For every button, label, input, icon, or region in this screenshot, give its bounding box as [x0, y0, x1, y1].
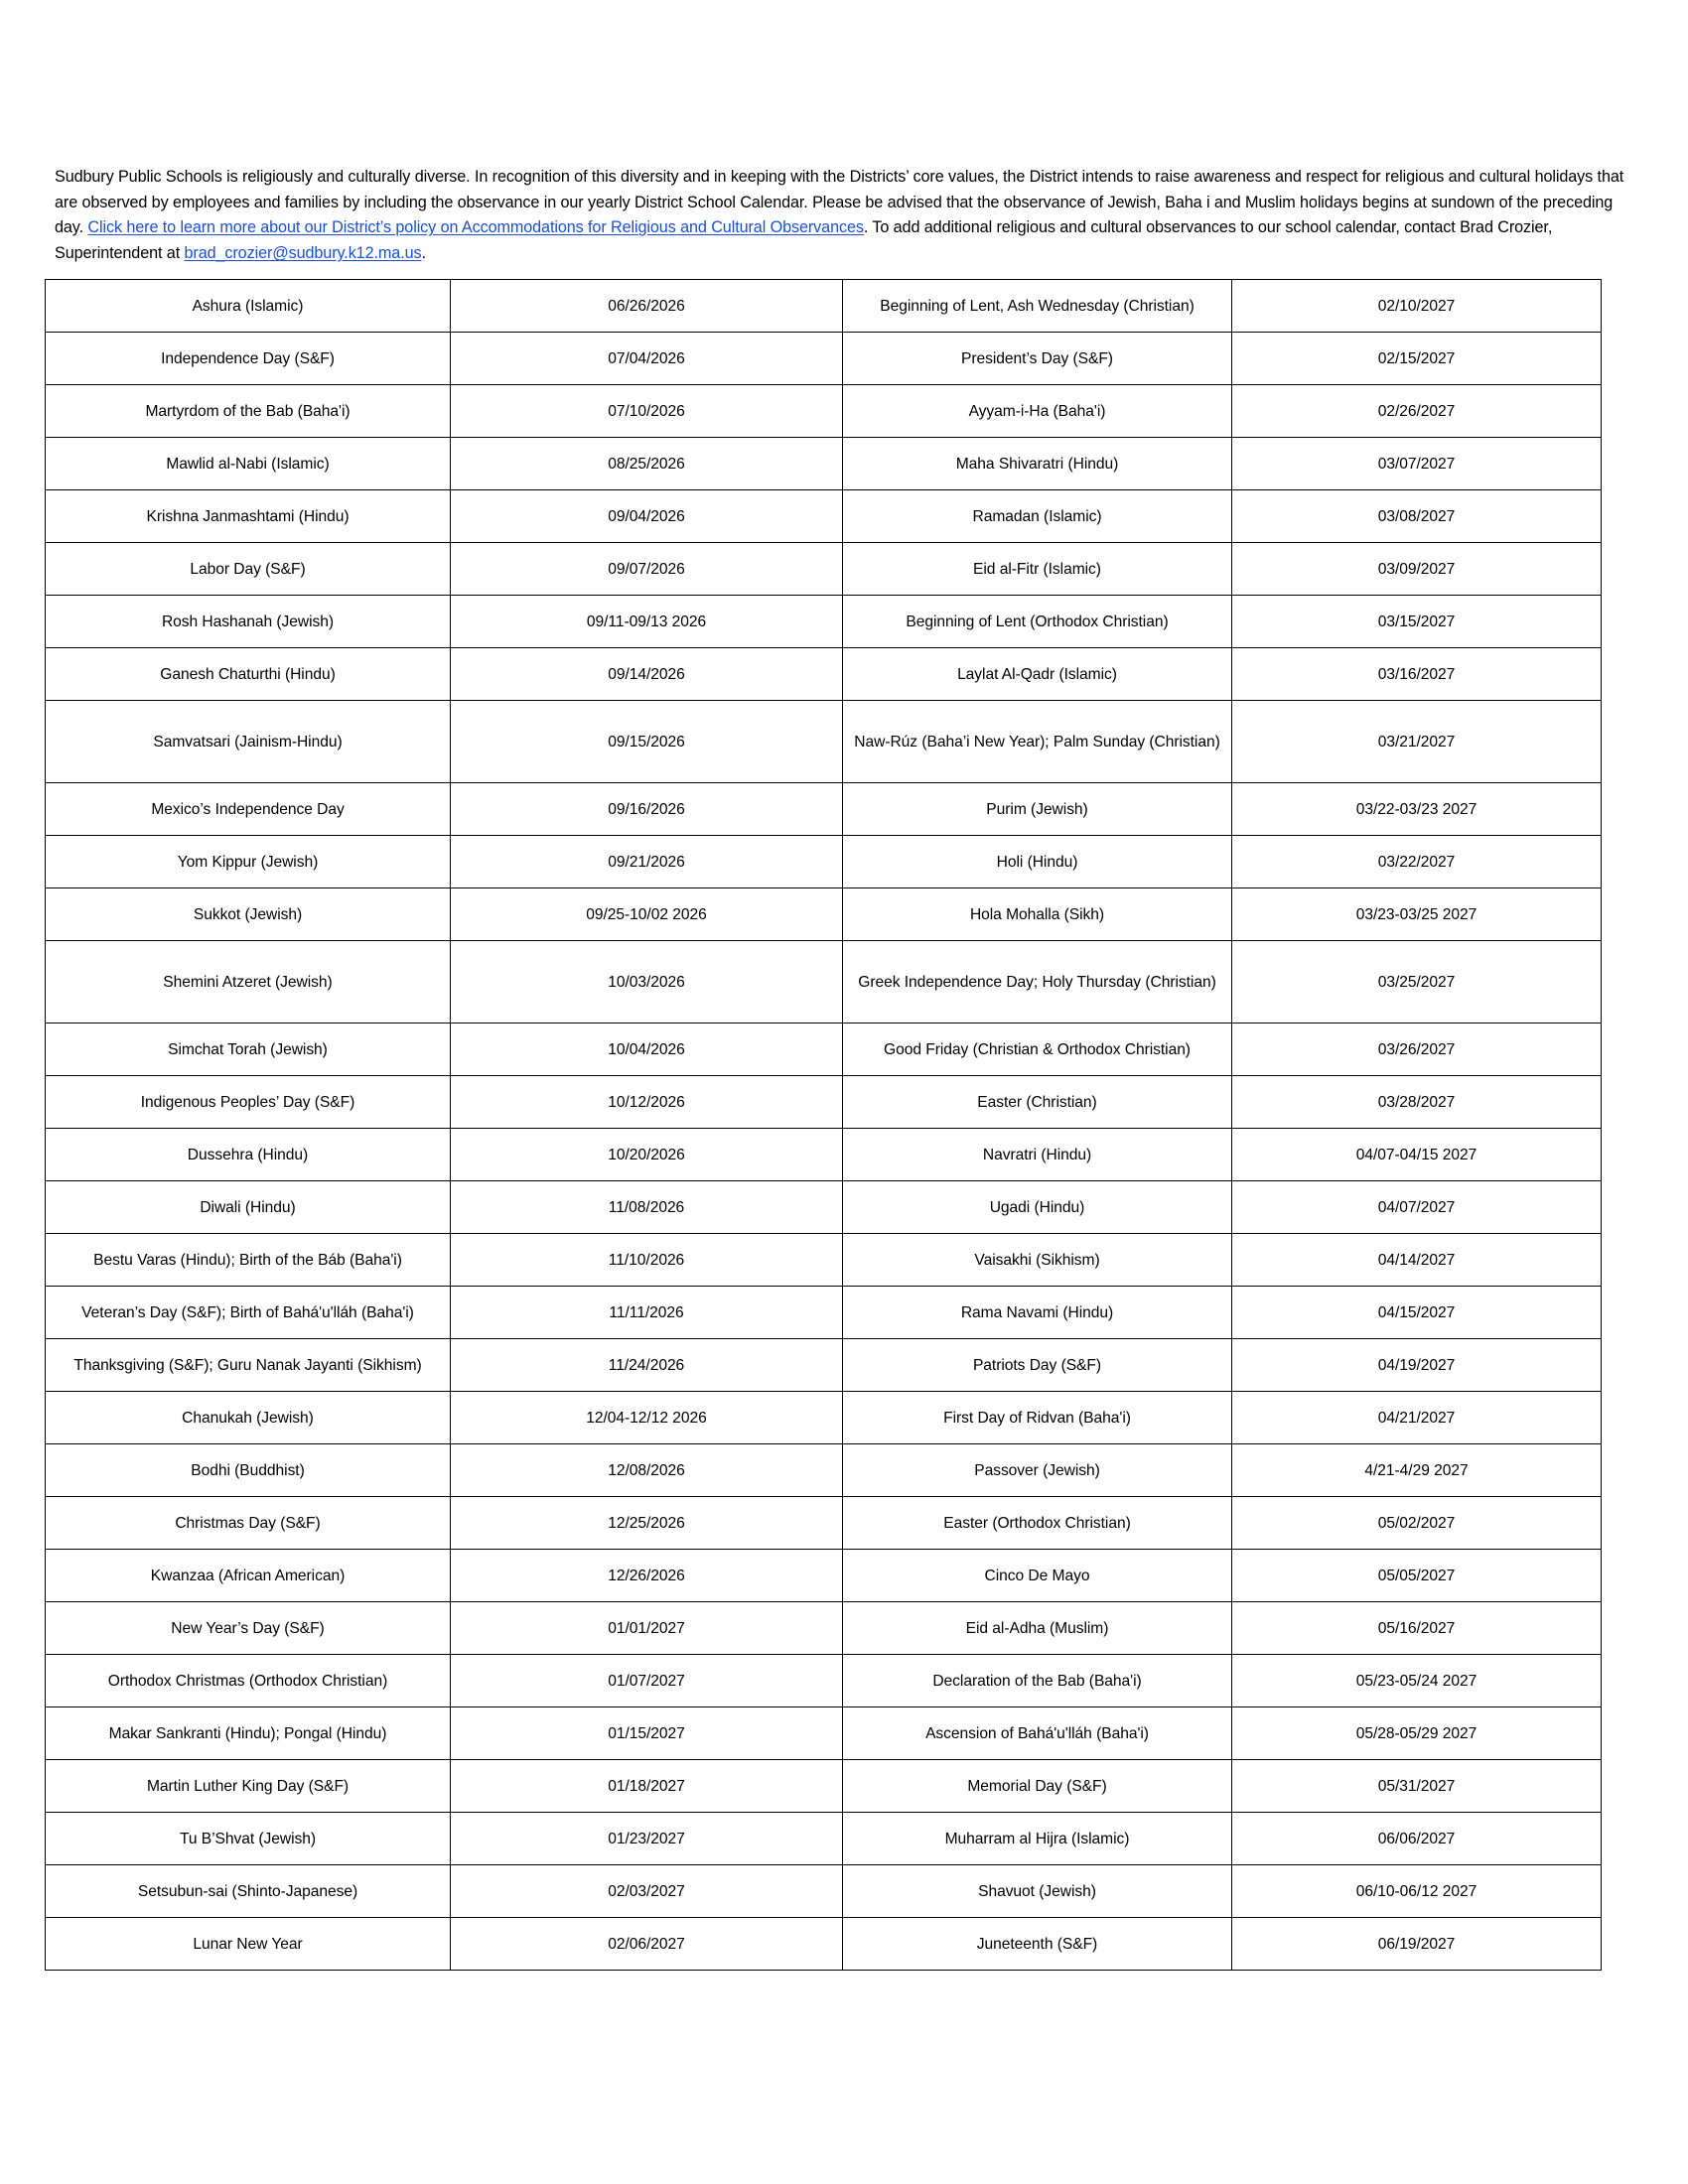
observance-name-right: Rama Navami (Hindu)	[843, 1287, 1232, 1339]
observance-name-left: Yom Kippur (Jewish)	[46, 836, 451, 888]
observance-date-right: 05/02/2027	[1232, 1497, 1602, 1550]
observance-date-left: 01/18/2027	[451, 1760, 843, 1813]
observance-name-left: Veteran’s Day (S&F); Birth of Bahá'u'lláh (Baha'i)	[46, 1287, 451, 1339]
observances-table	[45, 279, 1602, 1971]
observance-name-left: Tu B’Shvat (Jewish)	[46, 1813, 451, 1865]
observance-name-left: Martyrdom of the Bab (Baha'i)	[46, 385, 451, 438]
intro-text-part2: . To add additional religious and cultural observances to our school calendar, contact Brad Crozier, Superintendent at	[55, 218, 1553, 262]
observance-date-left: 07/04/2026	[451, 333, 843, 385]
observance-date-left: 08/25/2026	[451, 438, 843, 490]
observance-name-right: Holi (Hindu)	[843, 836, 1232, 888]
intro-paragraph	[55, 165, 1643, 266]
observance-name-left: Chanukah (Jewish)	[46, 1392, 451, 1444]
observance-date-left: 10/20/2026	[451, 1129, 843, 1181]
observance-date-left: 01/23/2027	[451, 1813, 843, 1865]
observance-name-left: Rosh Hashanah (Jewish)	[46, 596, 451, 648]
table-row	[46, 1813, 1602, 1865]
observance-name-left: Bestu Varas (Hindu); Birth of the Báb (Baha'i)	[46, 1234, 451, 1287]
table-row	[46, 596, 1602, 648]
table-row	[46, 836, 1602, 888]
table-row	[46, 1287, 1602, 1339]
observance-name-left: Thanksgiving (S&F); Guru Nanak Jayanti (Sikhism)	[46, 1339, 451, 1392]
observance-name-right: Ascension of Bahá'u'lláh (Baha'i)	[843, 1707, 1232, 1760]
observance-name-right: Beginning of Lent (Orthodox Christian)	[843, 596, 1232, 648]
table-row	[46, 701, 1602, 783]
observance-name-right: Passover (Jewish)	[843, 1444, 1232, 1497]
observance-name-left: Mawlid al-Nabi (Islamic)	[46, 438, 451, 490]
intro-text-part1: Sudbury Public Schools is religiously and culturally diverse. In recognition of this diversity and in keeping with the Districts’ core values, the District intends to raise awareness and respect for religious and cultural holidays that are observed by employees and families by including the observance in our yearly District School Calendar. Please be advised that the observance of Jewish, Baha i and Muslim holidays begins at sundown of the preceding day.	[55, 168, 1624, 237]
observance-name-left: Ganesh Chaturthi (Hindu)	[46, 648, 451, 701]
observance-date-left: 10/03/2026	[451, 941, 843, 1024]
table-row	[46, 385, 1602, 438]
observance-date-left: 07/10/2026	[451, 385, 843, 438]
observance-date-left: 10/04/2026	[451, 1024, 843, 1076]
observance-name-left: Orthodox Christmas (Orthodox Christian)	[46, 1655, 451, 1707]
observance-name-right: Greek Independence Day; Holy Thursday (Christian)	[843, 941, 1232, 1024]
observance-date-right: 03/25/2027	[1232, 941, 1602, 1024]
observance-name-right: Laylat Al-Qadr (Islamic)	[843, 648, 1232, 701]
observance-date-left: 02/03/2027	[451, 1865, 843, 1918]
observance-name-left: Simchat Torah (Jewish)	[46, 1024, 451, 1076]
observance-date-left: 11/24/2026	[451, 1339, 843, 1392]
observance-date-left: 09/14/2026	[451, 648, 843, 701]
table-row	[46, 1865, 1602, 1918]
observance-date-left: 11/10/2026	[451, 1234, 843, 1287]
observance-date-right: 05/23-05/24 2027	[1232, 1655, 1602, 1707]
observance-name-right: Naw-Rúz (Baha’i New Year); Palm Sunday (Christian)	[843, 701, 1232, 783]
observance-date-left: 09/15/2026	[451, 701, 843, 783]
table-row	[46, 1760, 1602, 1813]
observance-date-right: 04/15/2027	[1232, 1287, 1602, 1339]
observance-name-left: Christmas Day (S&F)	[46, 1497, 451, 1550]
table-row	[46, 438, 1602, 490]
table-row	[46, 1181, 1602, 1234]
observance-date-right: 03/28/2027	[1232, 1076, 1602, 1129]
observance-name-left: Diwali (Hindu)	[46, 1181, 451, 1234]
observance-name-right: Memorial Day (S&F)	[843, 1760, 1232, 1813]
observance-date-left: 12/04-12/12 2026	[451, 1392, 843, 1444]
observance-date-left: 11/08/2026	[451, 1181, 843, 1234]
observance-date-left: 09/16/2026	[451, 783, 843, 836]
observance-name-right: Juneteenth (S&F)	[843, 1918, 1232, 1971]
observance-name-right: Muharram al Hijra (Islamic)	[843, 1813, 1232, 1865]
observance-name-right: Beginning of Lent, Ash Wednesday (Christian)	[843, 280, 1232, 333]
table-row	[46, 1024, 1602, 1076]
observance-date-right: 02/15/2027	[1232, 333, 1602, 385]
observance-name-left: Dussehra (Hindu)	[46, 1129, 451, 1181]
observance-name-right: Ugadi (Hindu)	[843, 1181, 1232, 1234]
observance-date-right: 04/14/2027	[1232, 1234, 1602, 1287]
observance-date-right: 05/28-05/29 2027	[1232, 1707, 1602, 1760]
table-row	[46, 1655, 1602, 1707]
observance-date-right: 04/21/2027	[1232, 1392, 1602, 1444]
observance-date-right: 03/21/2027	[1232, 701, 1602, 783]
table-row	[46, 941, 1602, 1024]
observance-name-left: Setsubun-sai (Shinto-Japanese)	[46, 1865, 451, 1918]
observance-date-left: 09/11-09/13 2026	[451, 596, 843, 648]
observance-date-left: 12/08/2026	[451, 1444, 843, 1497]
observance-name-right: Cinco De Mayo	[843, 1550, 1232, 1602]
observance-date-right: 03/09/2027	[1232, 543, 1602, 596]
table-row	[46, 1392, 1602, 1444]
observance-date-right: 05/05/2027	[1232, 1550, 1602, 1602]
observance-date-left: 01/07/2027	[451, 1655, 843, 1707]
observance-name-left: Lunar New Year	[46, 1918, 451, 1971]
table-row	[46, 280, 1602, 333]
observance-date-left: 09/04/2026	[451, 490, 843, 543]
superintendent-email-link[interactable]: brad_crozier@sudbury.k12.ma.us	[184, 243, 422, 262]
observance-name-left: Samvatsari (Jainism-Hindu)	[46, 701, 451, 783]
table-row	[46, 490, 1602, 543]
observance-name-right: President’s Day (S&F)	[843, 333, 1232, 385]
observance-date-right: 05/16/2027	[1232, 1602, 1602, 1655]
observance-name-left: Sukkot (Jewish)	[46, 888, 451, 941]
observance-name-left: Bodhi (Buddhist)	[46, 1444, 451, 1497]
observance-name-right: Eid al-Fitr (Islamic)	[843, 543, 1232, 596]
observance-date-right: 03/15/2027	[1232, 596, 1602, 648]
observance-name-right: Easter (Christian)	[843, 1076, 1232, 1129]
table-row	[46, 648, 1602, 701]
observance-date-left: 02/06/2027	[451, 1918, 843, 1971]
observance-date-right: 04/19/2027	[1232, 1339, 1602, 1392]
religious-accommodations-policy-link[interactable]: Click here to learn more about our District’s policy on Accommodations for Religious and Cultural Observances	[87, 218, 864, 237]
observance-name-right: Ayyam-i-Ha (Baha'i)	[843, 385, 1232, 438]
observance-name-left: Krishna Janmashtami (Hindu)	[46, 490, 451, 543]
observance-name-left: Labor Day (S&F)	[46, 543, 451, 596]
observance-date-right: 03/07/2027	[1232, 438, 1602, 490]
observance-name-left: Indigenous Peoples’ Day (S&F)	[46, 1076, 451, 1129]
observance-date-right: 04/07/2027	[1232, 1181, 1602, 1234]
observance-name-right: Easter (Orthodox Christian)	[843, 1497, 1232, 1550]
table-row	[46, 1707, 1602, 1760]
observance-name-right: Ramadan (Islamic)	[843, 490, 1232, 543]
observance-date-left: 01/15/2027	[451, 1707, 843, 1760]
table-row	[46, 543, 1602, 596]
observance-date-right: 06/06/2027	[1232, 1813, 1602, 1865]
table-row	[46, 1339, 1602, 1392]
observance-date-left: 12/26/2026	[451, 1550, 843, 1602]
observance-date-right: 04/07-04/15 2027	[1232, 1129, 1602, 1181]
table-row	[46, 783, 1602, 836]
observance-name-right: Maha Shivaratri (Hindu)	[843, 438, 1232, 490]
intro-text-part3: .	[421, 243, 426, 262]
observance-date-right: 05/31/2027	[1232, 1760, 1602, 1813]
observance-name-right: Eid al-Adha (Muslim)	[843, 1602, 1232, 1655]
table-row	[46, 1918, 1602, 1971]
observance-date-left: 09/25-10/02 2026	[451, 888, 843, 941]
observance-date-left: 06/26/2026	[451, 280, 843, 333]
table-row	[46, 1234, 1602, 1287]
table-row	[46, 1497, 1602, 1550]
table-row	[46, 1550, 1602, 1602]
observance-date-right: 03/23-03/25 2027	[1232, 888, 1602, 941]
observance-date-left: 01/01/2027	[451, 1602, 843, 1655]
observance-date-right: 06/10-06/12 2027	[1232, 1865, 1602, 1918]
observance-name-right: First Day of Ridvan (Baha'i)	[843, 1392, 1232, 1444]
table-row	[46, 1129, 1602, 1181]
observance-date-right: 4/21-4/29 2027	[1232, 1444, 1602, 1497]
observance-name-left: Shemini Atzeret (Jewish)	[46, 941, 451, 1024]
observance-name-left: Mexico’s Independence Day	[46, 783, 451, 836]
observance-date-right: 03/16/2027	[1232, 648, 1602, 701]
observance-name-left: Ashura (Islamic)	[46, 280, 451, 333]
observance-name-left: Makar Sankranti (Hindu); Pongal (Hindu)	[46, 1707, 451, 1760]
table-row	[46, 1076, 1602, 1129]
observance-name-left: New Year’s Day (S&F)	[46, 1602, 451, 1655]
observance-date-left: 09/07/2026	[451, 543, 843, 596]
observance-name-right: Shavuot (Jewish)	[843, 1865, 1232, 1918]
observance-date-right: 02/10/2027	[1232, 280, 1602, 333]
table-row	[46, 333, 1602, 385]
observance-date-right: 03/08/2027	[1232, 490, 1602, 543]
observance-date-left: 11/11/2026	[451, 1287, 843, 1339]
observance-name-left: Independence Day (S&F)	[46, 333, 451, 385]
observance-date-right: 03/22/2027	[1232, 836, 1602, 888]
observance-date-left: 12/25/2026	[451, 1497, 843, 1550]
observances-table-body	[46, 280, 1602, 1971]
observance-date-right: 06/19/2027	[1232, 1918, 1602, 1971]
observance-name-right: Declaration of the Bab (Baha'i)	[843, 1655, 1232, 1707]
observance-name-right: Vaisakhi (Sikhism)	[843, 1234, 1232, 1287]
observance-name-right: Good Friday (Christian & Orthodox Christian)	[843, 1024, 1232, 1076]
observance-name-right: Navratri (Hindu)	[843, 1129, 1232, 1181]
observance-name-left: Kwanzaa (African American)	[46, 1550, 451, 1602]
observance-date-right: 03/26/2027	[1232, 1024, 1602, 1076]
observance-name-left: Martin Luther King Day (S&F)	[46, 1760, 451, 1813]
observance-name-right: Patriots Day (S&F)	[843, 1339, 1232, 1392]
table-row	[46, 1602, 1602, 1655]
observance-name-right: Hola Mohalla (Sikh)	[843, 888, 1232, 941]
observance-name-right: Purim (Jewish)	[843, 783, 1232, 836]
observance-date-right: 02/26/2027	[1232, 385, 1602, 438]
table-row	[46, 1444, 1602, 1497]
observance-date-left: 09/21/2026	[451, 836, 843, 888]
observance-date-right: 03/22-03/23 2027	[1232, 783, 1602, 836]
observance-date-left: 10/12/2026	[451, 1076, 843, 1129]
table-row	[46, 888, 1602, 941]
